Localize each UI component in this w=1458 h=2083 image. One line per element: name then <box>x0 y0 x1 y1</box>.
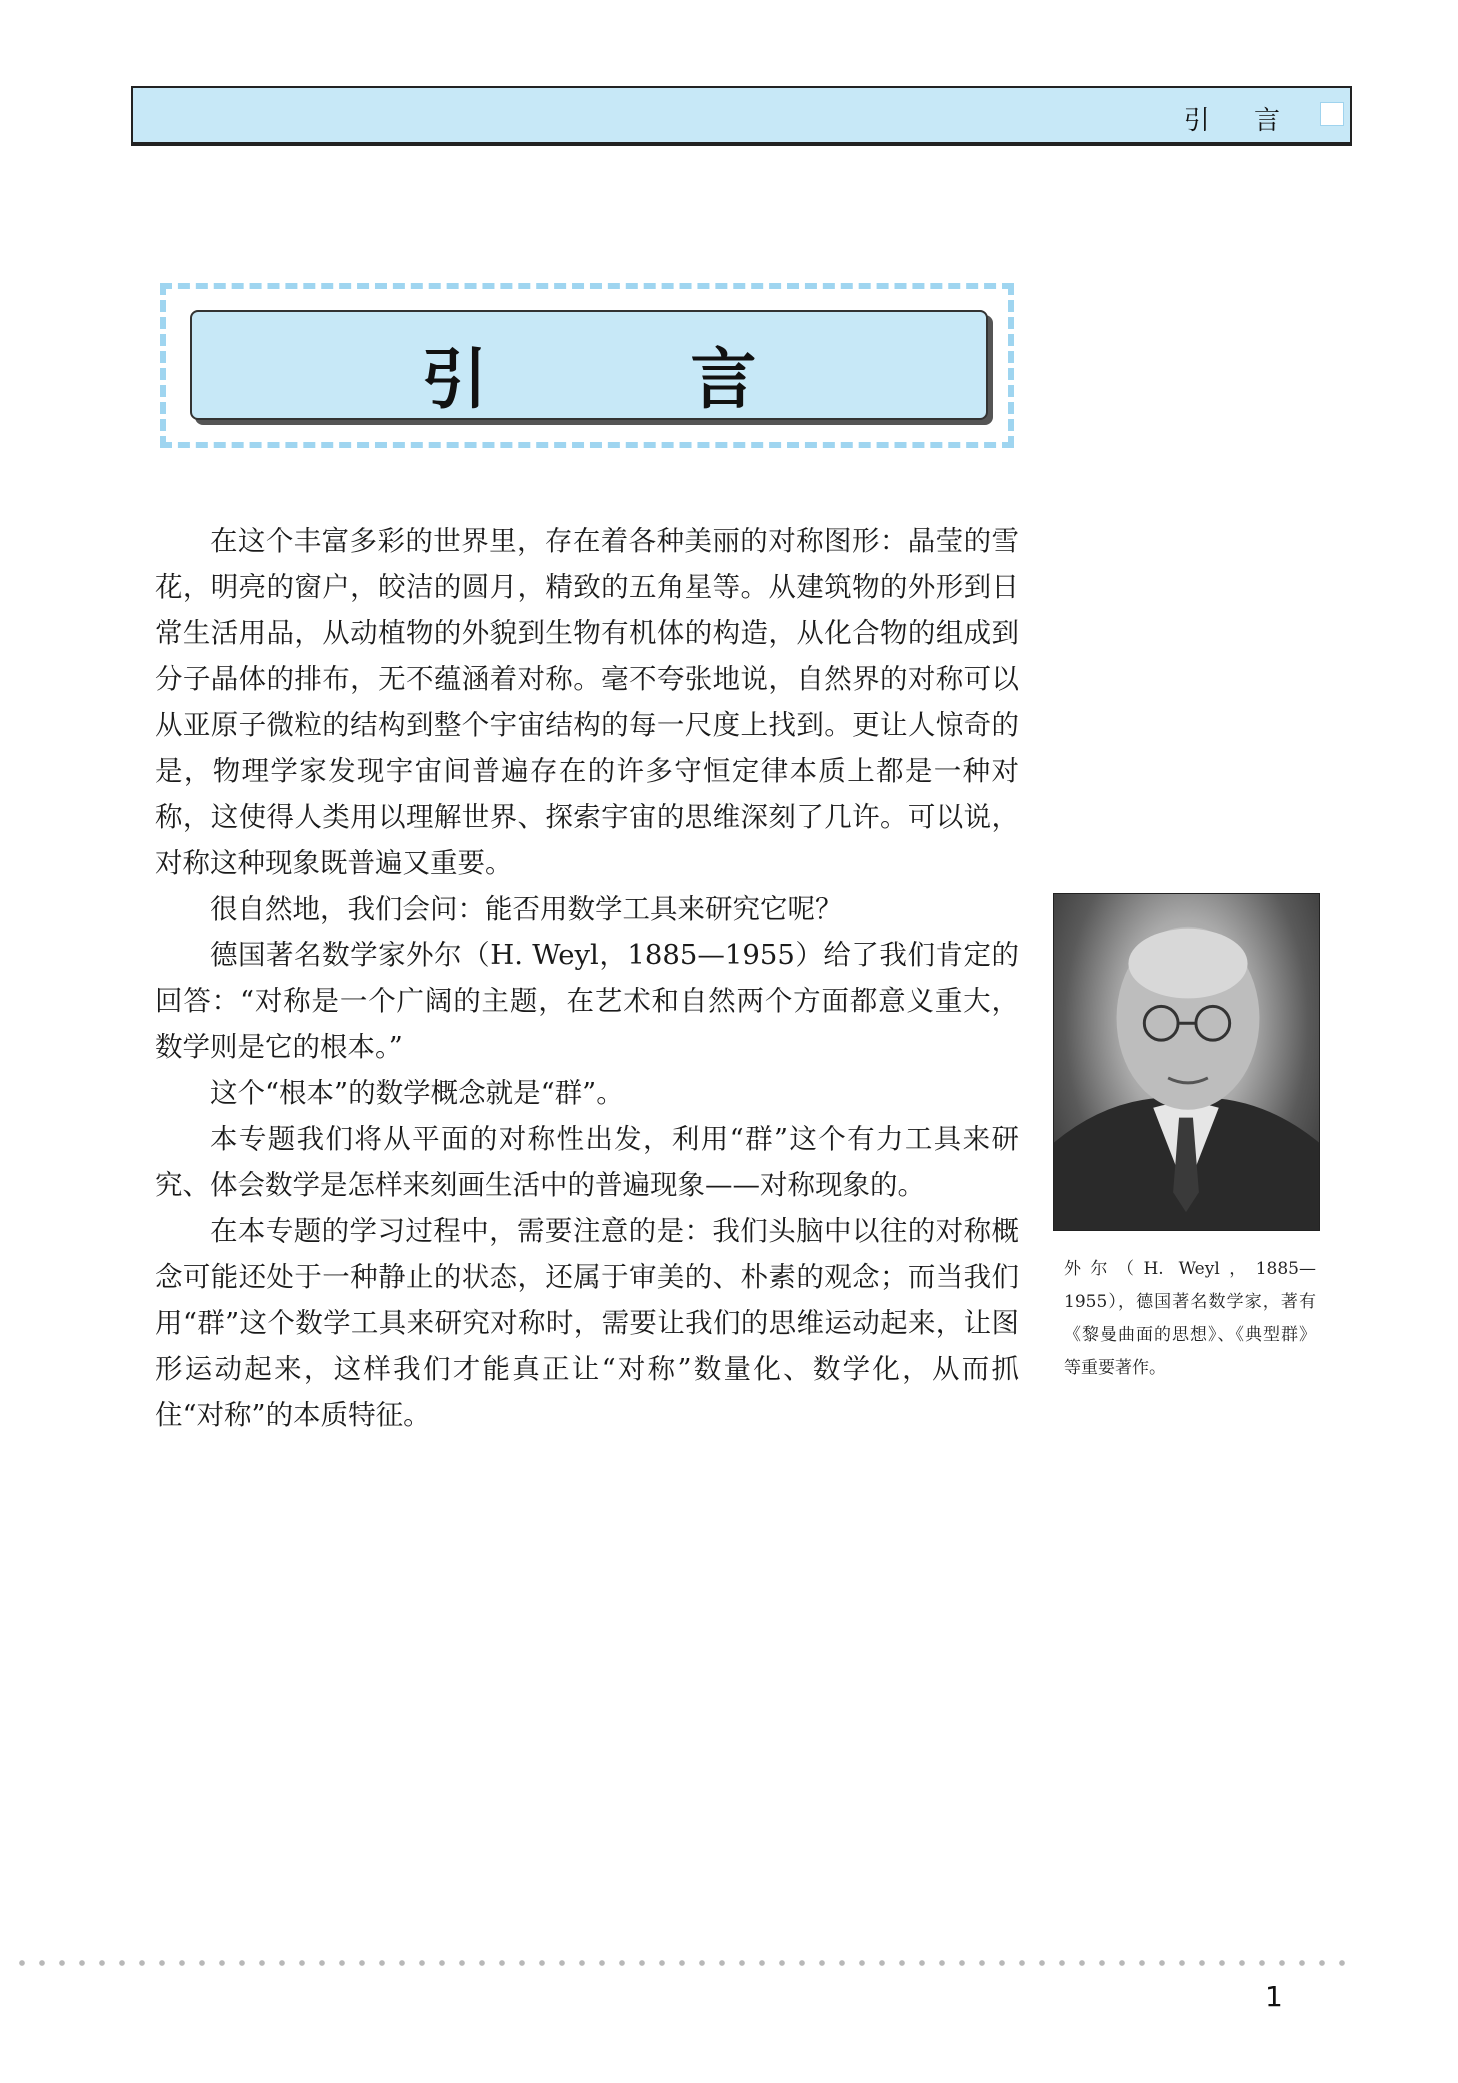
paragraph-4: 这个“根本”的数学概念就是“群”。 <box>210 1077 624 1109</box>
weyl-portrait-photo <box>1053 893 1320 1231</box>
page-number: 1 <box>1265 1980 1283 2013</box>
header-square-marker <box>1320 102 1344 126</box>
paragraph-2: 很自然地，我们会问：能否用数学工具来研究它呢？ <box>210 893 843 925</box>
portrait-caption: 外尔（H. Weyl，1885—1955），德国著名数学家，著有《黎曼曲面的思想》、《典型群》等重要著作。 <box>1064 1259 1316 1378</box>
running-header-bar <box>131 86 1352 146</box>
chapter-title: 引 言 <box>421 341 847 418</box>
paragraph-3: 德国著名数学家外尔（H. Weyl，1885—1955）给了我们肯定的回答：“对称是一个广阔的主题，在艺术和自然两个方面都意义重大，数学则是它的根本。” <box>155 939 1019 1063</box>
body-text <box>155 518 1019 1438</box>
paragraph-5: 本专题我们将从平面的对称性出发，利用“群”这个有力工具来研究、体会数学是怎样来刻画生活中的普遍现象——对称现象的。 <box>155 1123 1019 1201</box>
paragraph-1: 在这个丰富多彩的世界里，存在着各种美丽的对称图形：晶莹的雪花，明亮的窗户，皎洁的圆月，精致的五角星等。从建筑物的外形到日常生活用品，从动植物的外貌到生物有机体的构造，从化合物的组成到分子晶体的排布，无不蕴涵着对称。毫不夸张地说，自然界的对称可以从亚原子微粒的结构到整个宇宙结构的每一尺度上找到。更让人惊奇的是，物理学家发现宇宙间普遍存在的许多守恒定律本质上都是一种对称，这使得人类用以理解世界、探索宇宙的思维深刻了几许。可以说，对称这种现象既普遍又重要。 <box>155 525 1019 879</box>
paragraph-6: 在本专题的学习过程中，需要注意的是：我们头脑中以往的对称概念可能还处于一种静止的状态，还属于审美的、朴素的观念；而当我们用“群”这个数学工具来研究对称时，需要让我们的思维运动起来，让图形运动起来，这样我们才能真正让“对称”数量化、数学化，从而抓住“对称”的本质特征。 <box>155 1215 1019 1431</box>
chapter-title-box <box>190 310 988 420</box>
footer-dotted-rule <box>12 1960 1352 1966</box>
running-header-title: 引 言 <box>1183 106 1298 136</box>
